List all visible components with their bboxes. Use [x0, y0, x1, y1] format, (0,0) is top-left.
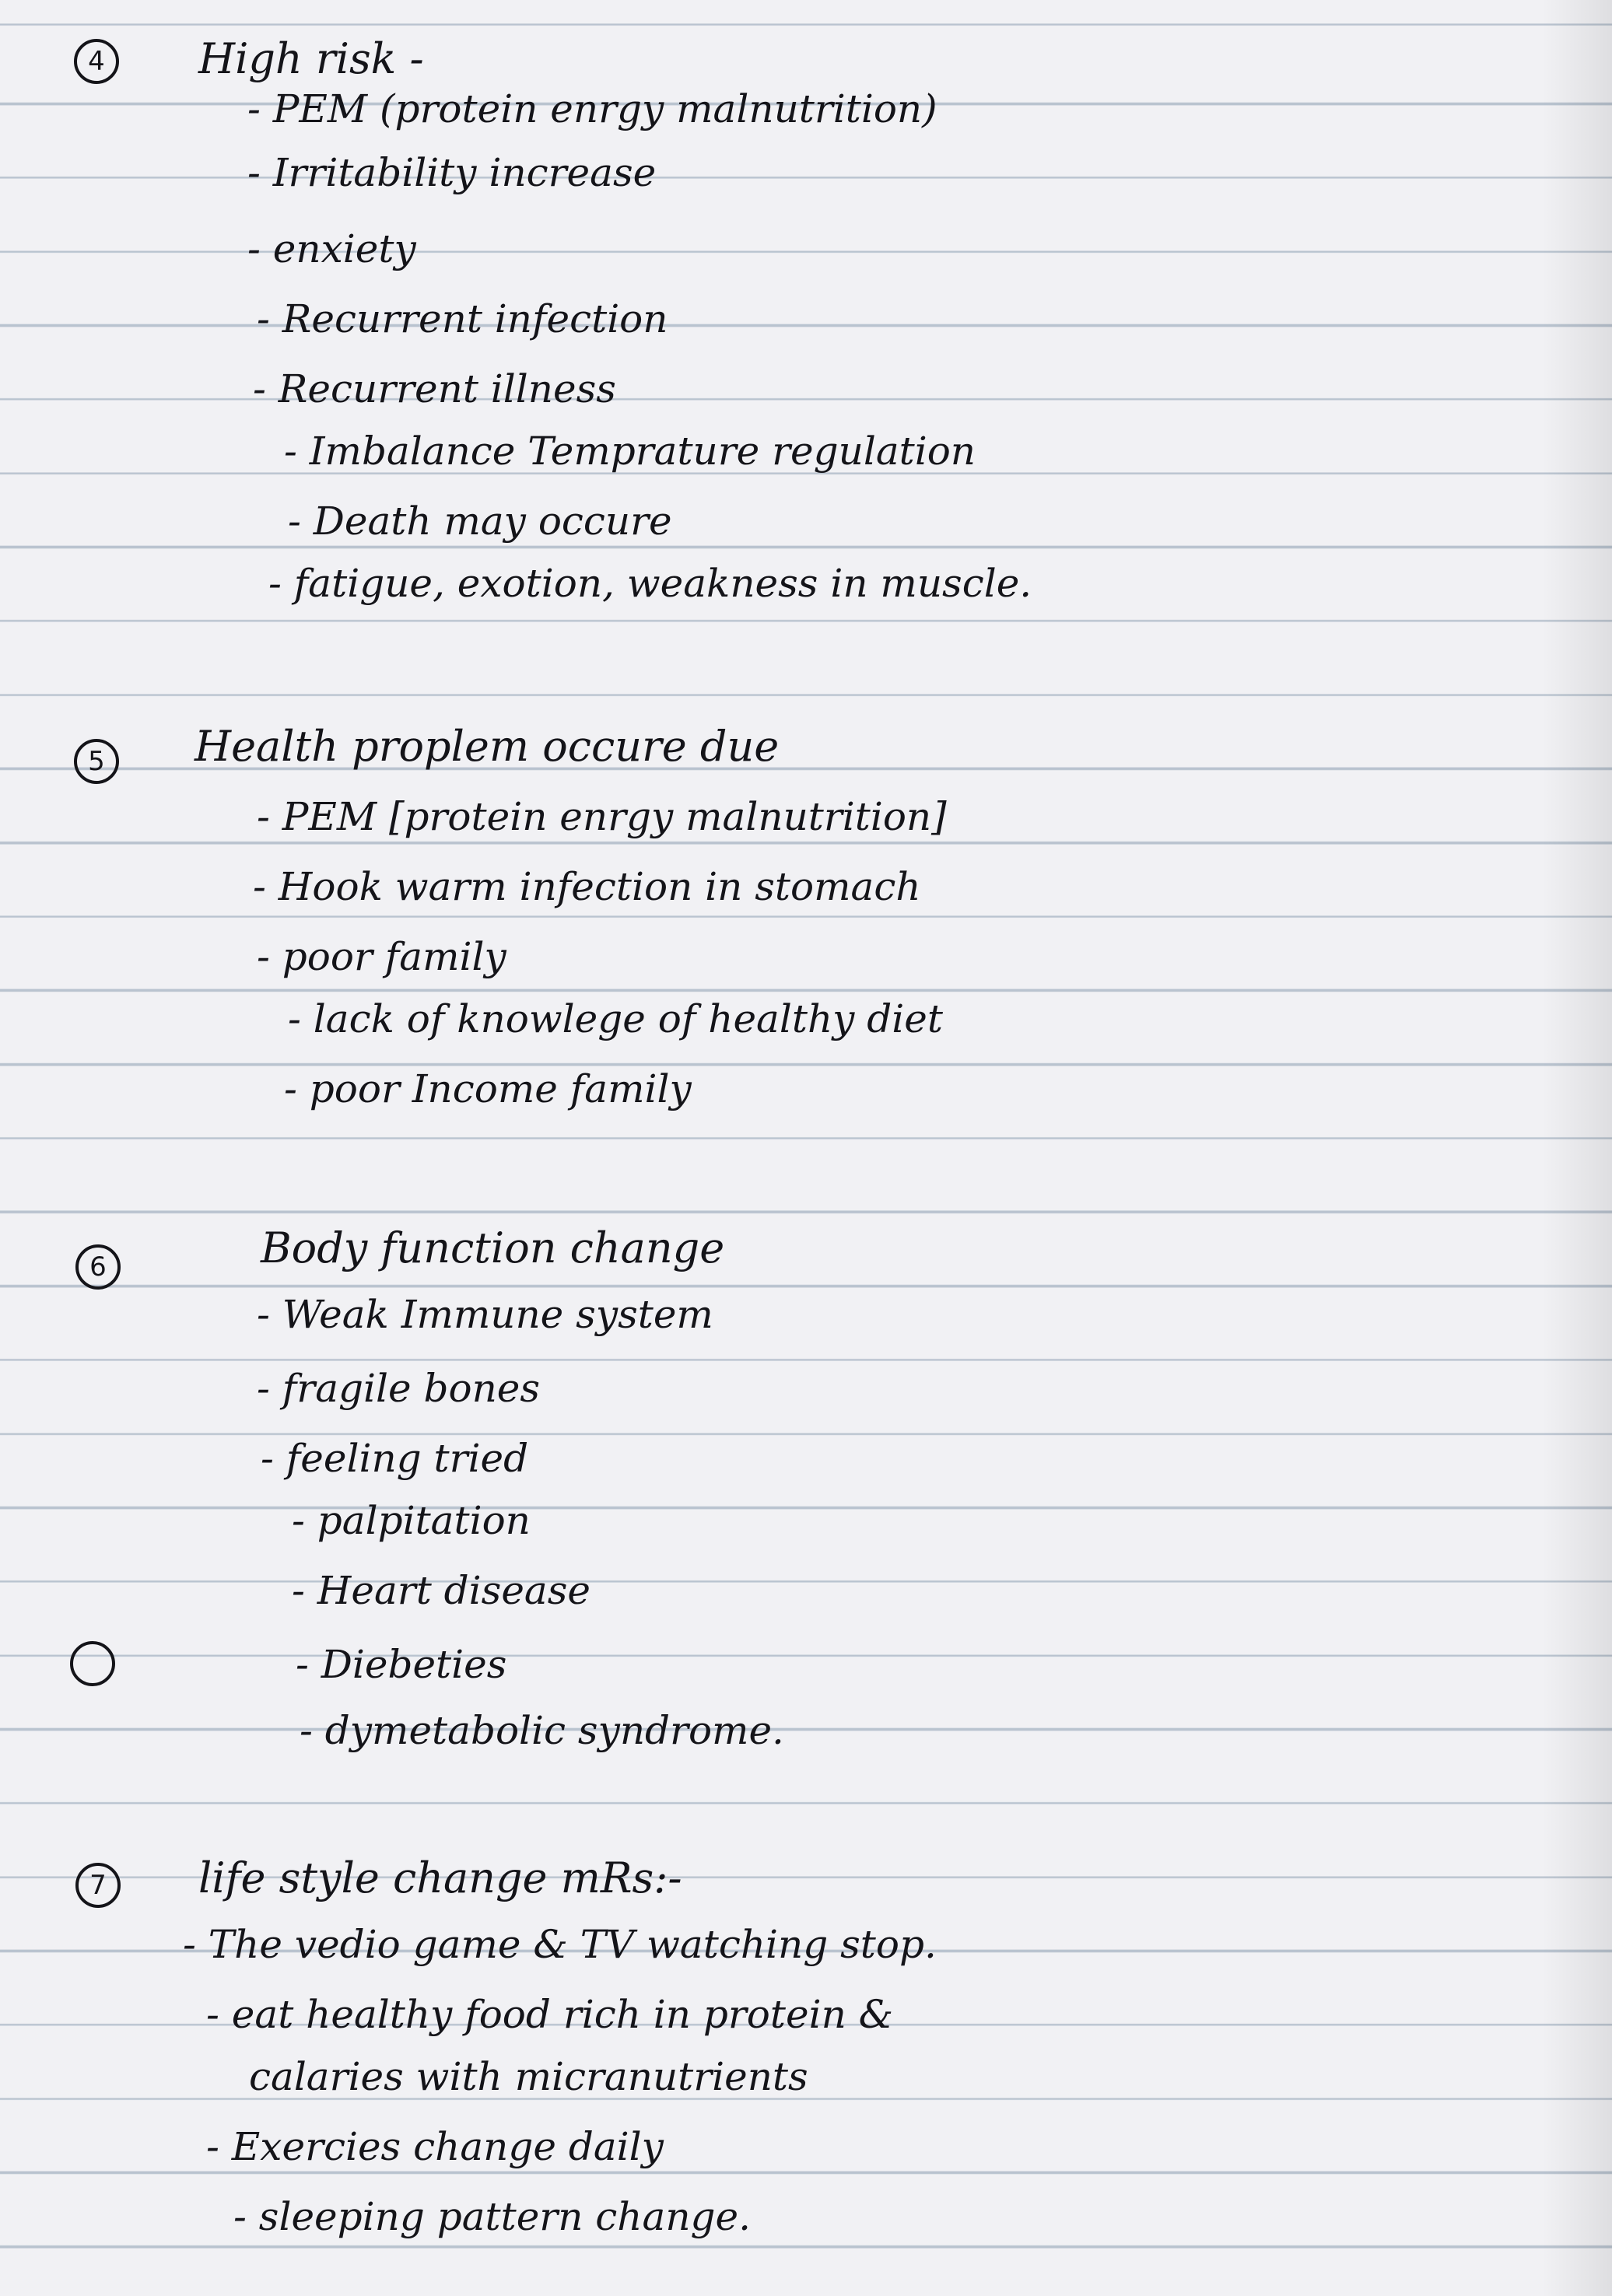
- list-item: calaries with micranutrients: [249, 2054, 808, 2099]
- list-item: - Weak Immune system: [257, 1292, 713, 1337]
- list-item: - Hook warm infection in stomach: [253, 864, 921, 909]
- section-heading-body-function: Body function change: [261, 1223, 725, 1272]
- list-item: - PEM (protein enrgy malnutrition): [247, 86, 937, 131]
- list-item: - feeling tried: [261, 1436, 529, 1481]
- section-number-4: 4: [74, 39, 119, 84]
- page-edge-shadow: [1542, 0, 1612, 2296]
- section-heading-high-risk: High risk -: [198, 34, 424, 83]
- section-heading-health-problem: Health proplem occure due: [194, 722, 780, 771]
- list-item: - Irritability increase: [247, 150, 657, 195]
- list-item: - sleeping pattern change.: [233, 2194, 752, 2239]
- list-item: - Exercies change daily: [206, 2124, 664, 2169]
- section-number-7: 7: [75, 1863, 121, 1908]
- list-item: - dymetabolic syndrome.: [300, 1708, 784, 1753]
- list-item: - enxiety: [247, 226, 416, 271]
- list-item: - poor Income family: [284, 1066, 692, 1111]
- list-item: - fatigue, exotion, weakness in muscle.: [268, 561, 1032, 606]
- list-item: - lack of knowlege of healthy diet: [288, 996, 943, 1041]
- list-item: - Death may occure: [288, 499, 672, 544]
- list-item: - Recurrent infection: [257, 296, 668, 341]
- list-item: - poor family: [257, 934, 506, 979]
- section-number-5: 5: [74, 739, 119, 784]
- margin-circle-mark: [70, 1641, 115, 1686]
- list-item: - fragile bones: [257, 1366, 541, 1411]
- list-item: - Heart disease: [292, 1568, 590, 1613]
- section-number-6: 6: [75, 1244, 121, 1290]
- list-item: - The vedio game & TV watching stop.: [183, 1922, 937, 1967]
- list-item: - Imbalance Temprature regulation: [284, 429, 976, 474]
- section-heading-lifestyle: life style change mRs:-: [198, 1853, 682, 1902]
- list-item: - Recurrent illness: [253, 366, 616, 411]
- list-item: - PEM [protein enrgy malnutrition]: [257, 794, 947, 839]
- list-item: - eat healthy food rich in protein &: [206, 1992, 894, 2037]
- list-item: - palpitation: [292, 1498, 531, 1543]
- list-item: - Diebeties: [296, 1642, 507, 1687]
